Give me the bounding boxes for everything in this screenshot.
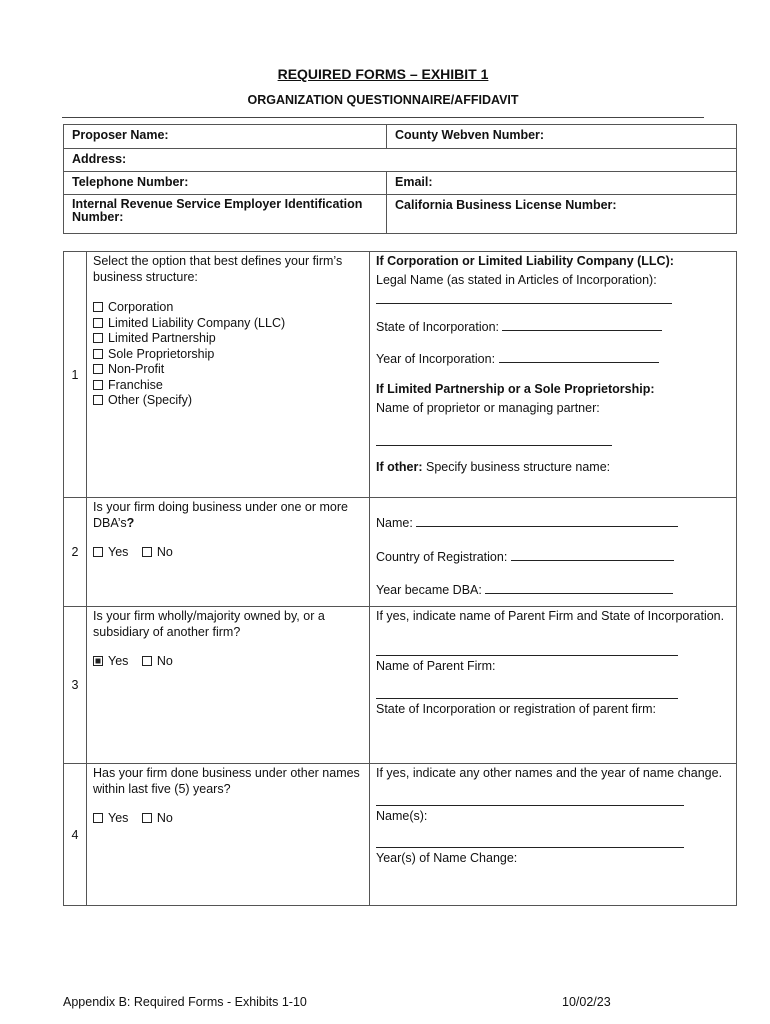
dba-name-label: Name: (376, 516, 413, 530)
irs-ein-field[interactable]: Internal Revenue Service Employer Identification Number: (64, 195, 387, 234)
email-field[interactable]: Email: (387, 172, 737, 195)
other-label: If other: (376, 460, 423, 474)
other-names-intro: If yes, indicate any other names and the year of name change. (376, 766, 723, 780)
checkbox-icon[interactable] (142, 813, 152, 823)
parent-state-input[interactable] (376, 697, 678, 699)
option-corporation[interactable]: Corporation (93, 300, 363, 316)
checkbox-icon[interactable] (93, 318, 103, 328)
ca-license-field[interactable]: California Business License Number: (387, 195, 737, 234)
checked-checkbox-icon[interactable] (93, 656, 103, 666)
checkbox-icon[interactable] (93, 813, 103, 823)
other-names-label: Name(s): (376, 808, 428, 823)
checkbox-icon[interactable] (93, 302, 103, 312)
parent-name-label: Name of Parent Firm: (376, 658, 496, 673)
question-number: 2 (64, 498, 87, 607)
legal-name-label: Legal Name (as stated in Articles of Incorporation): (376, 272, 657, 287)
year-inc-label: Year of Incorporation: (376, 351, 496, 366)
question-3-text: Is your firm wholly/majority owned by, or a subsidiary of another firm? (93, 609, 325, 639)
question-number: 1 (64, 252, 87, 498)
legal-name-input[interactable] (376, 302, 672, 304)
corp-heading: If Corporation or Limited Liability Company (LLC): (376, 254, 674, 268)
country-input[interactable] (511, 548, 674, 561)
county-webven-field[interactable]: County Webven Number: (387, 125, 737, 149)
proposer-name-field[interactable]: Proposer Name: (64, 125, 387, 149)
yes-option[interactable]: Yes (93, 545, 128, 559)
question-1-cell (87, 252, 370, 498)
parent-intro: If yes, indicate name of Parent Firm and State of Incorporation. (376, 609, 725, 623)
question-2-text: Is your firm doing business under one or more DBA’s? (93, 500, 348, 530)
parent-name-input[interactable] (376, 654, 678, 656)
dba-name-input[interactable] (416, 514, 678, 527)
checkbox-icon[interactable] (142, 656, 152, 666)
checkbox-icon[interactable] (93, 349, 103, 359)
proposer-info-table (63, 124, 737, 234)
lp-heading: If Limited Partnership or a Sole Proprietorship: (376, 382, 655, 396)
answer-2-cell (370, 498, 737, 607)
proprietor-label: Name of proprietor or managing partner: (376, 400, 600, 415)
footer-appendix: Appendix B: Required Forms - Exhibits 1-10 (63, 995, 307, 1009)
title-divider (62, 117, 704, 118)
question-3-cell (87, 607, 370, 764)
option-franchise[interactable]: Franchise (93, 378, 363, 394)
answer-1-cell (370, 252, 737, 498)
option-non-profit[interactable]: Non-Profit (93, 362, 363, 378)
footer-date: 10/02/23 (562, 995, 611, 1009)
yes-option[interactable]: Yes (93, 811, 128, 825)
checkbox-icon[interactable] (93, 395, 103, 405)
parent-state-label: State of Incorporation or registration of parent firm: (376, 702, 656, 716)
option-limited-partnership[interactable]: Limited Partnership (93, 331, 363, 347)
telephone-field[interactable]: Telephone Number: (64, 172, 387, 195)
option-other[interactable]: Other (Specify) (93, 393, 363, 409)
no-option[interactable]: No (142, 811, 173, 825)
question-row-1 (64, 252, 737, 498)
question-row-3 (64, 607, 737, 764)
dba-year-input[interactable] (485, 581, 673, 594)
state-inc-label: State of Incorporation: (376, 320, 499, 334)
no-option[interactable]: No (142, 545, 173, 559)
option-llc[interactable]: Limited Liability Company (LLC) (93, 316, 363, 332)
questionnaire-table (63, 251, 737, 906)
country-label: Country of Registration: (376, 549, 508, 564)
answer-4-cell (370, 764, 737, 906)
option-sole-proprietorship[interactable]: Sole Proprietorship (93, 347, 363, 363)
checkbox-icon[interactable] (93, 333, 103, 343)
checkbox-icon[interactable] (142, 547, 152, 557)
question-4-cell (87, 764, 370, 906)
answer-3-cell (370, 607, 737, 764)
address-field[interactable]: Address: (64, 149, 737, 172)
name-change-year-input[interactable] (376, 846, 684, 848)
question-row-2 (64, 498, 737, 607)
name-change-year-label: Year(s) of Name Change: (376, 851, 518, 865)
other-text: Specify business structure name: (426, 460, 611, 474)
question-number: 4 (64, 764, 87, 906)
year-inc-input[interactable] (499, 350, 659, 363)
page-title: REQUIRED FORMS – EXHIBIT 1 (277, 66, 489, 82)
no-option[interactable]: No (142, 654, 173, 668)
question-row-4 (64, 764, 737, 906)
checkbox-icon[interactable] (93, 547, 103, 557)
question-1-text: Select the option that best defines your firm’s business structure: (93, 254, 343, 284)
yes-option[interactable]: Yes (93, 654, 128, 668)
proprietor-input[interactable] (376, 444, 612, 446)
state-inc-input[interactable] (502, 318, 662, 331)
question-2-cell (87, 498, 370, 607)
dba-year-label: Year became DBA: (376, 583, 482, 597)
other-names-input[interactable] (376, 804, 684, 806)
page-subtitle: ORGANIZATION QUESTIONNAIRE/AFFIDAVIT (247, 93, 519, 107)
checkbox-icon[interactable] (93, 380, 103, 390)
question-4-text: Has your firm done business under other names within last five (5) years? (93, 766, 360, 796)
checkbox-icon[interactable] (93, 364, 103, 374)
question-number: 3 (64, 607, 87, 764)
